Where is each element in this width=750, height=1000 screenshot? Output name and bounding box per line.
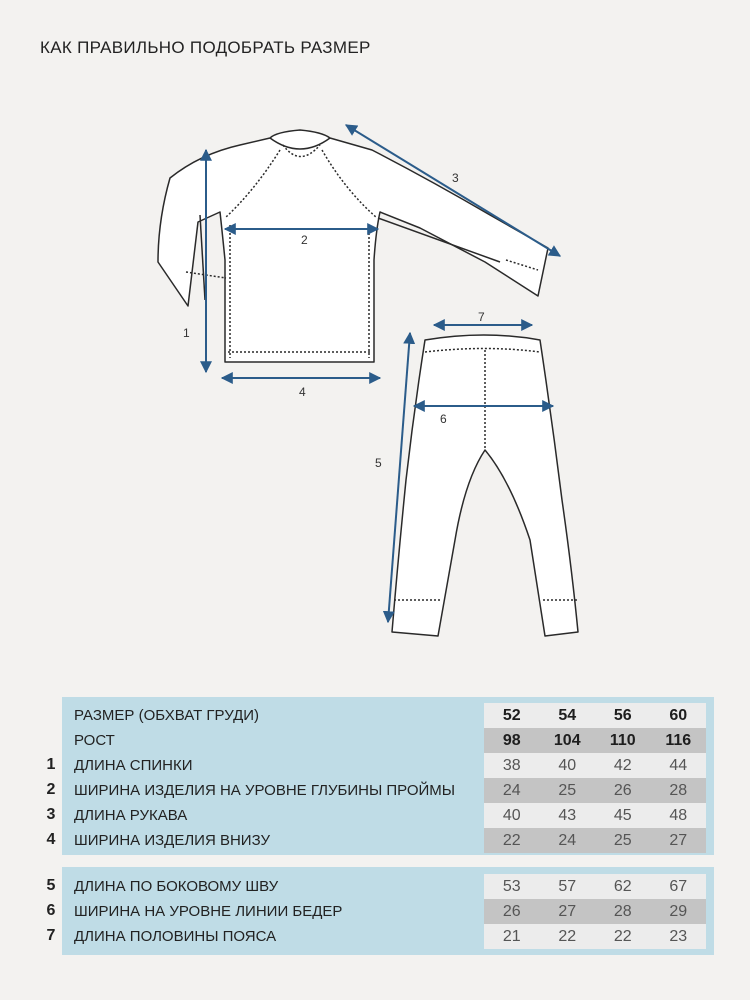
- cell-value: 28: [669, 782, 688, 799]
- row-label: РОСТ: [74, 732, 115, 749]
- cell-value: 22: [613, 928, 632, 945]
- cell-value: 62: [613, 878, 632, 895]
- cell-value: 21: [502, 928, 521, 945]
- cell-value: 22: [558, 928, 577, 945]
- pants-illustration: [392, 335, 578, 636]
- row-values: [484, 778, 706, 803]
- cell-value: 40: [502, 807, 521, 824]
- table-row: [62, 753, 714, 778]
- row-values: [484, 899, 706, 924]
- cell-value: 24: [558, 832, 577, 849]
- cell-value: 25: [613, 832, 632, 849]
- dim-label-7: 7: [478, 310, 485, 324]
- row-number: 3: [46, 806, 56, 823]
- cell-value: 29: [669, 903, 688, 920]
- row-label: РАЗМЕР (ОБХВАТ ГРУДИ): [74, 707, 260, 724]
- table-row: [62, 803, 714, 828]
- row-label: ДЛИНА СПИНКИ: [74, 757, 193, 774]
- cell-value: 28: [613, 903, 632, 920]
- cell-value: 67: [669, 878, 688, 895]
- cell-value: 56: [613, 707, 632, 724]
- table-row: [62, 899, 714, 924]
- dim-label-3: 3: [452, 171, 459, 185]
- shirt-illustration: [158, 130, 548, 362]
- row-label: ШИРИНА НА УРОВНЕ ЛИНИИ БЕДЕР: [74, 903, 343, 920]
- row-number: 1: [46, 756, 56, 773]
- cell-value: 57: [558, 878, 577, 895]
- cell-value: 38: [502, 757, 521, 774]
- table-row: [62, 778, 714, 803]
- cell-value: 52: [502, 707, 521, 724]
- dim-label-6: 6: [440, 412, 447, 426]
- row-number: 4: [46, 831, 56, 848]
- cell-value: 42: [613, 757, 632, 774]
- row-number: 5: [46, 877, 56, 894]
- row-values: [484, 924, 706, 949]
- row-label: ШИРИНА ИЗДЕЛИЯ НА УРОВНЕ ГЛУБИНЫ ПРОЙМЫ: [74, 782, 456, 799]
- cell-value: 25: [558, 782, 577, 799]
- table-row: [62, 703, 714, 728]
- table-row: [62, 874, 714, 899]
- cell-value: 45: [613, 807, 632, 824]
- cell-value: 22: [502, 832, 521, 849]
- row-number: 6: [46, 902, 56, 919]
- dim-label-5: 5: [375, 456, 382, 470]
- row-values: [484, 703, 706, 728]
- cell-value: 43: [558, 807, 577, 824]
- cell-value: 54: [558, 707, 577, 724]
- cell-value: 27: [669, 832, 688, 849]
- row-values: [484, 753, 706, 778]
- row-values: [484, 828, 706, 853]
- table-row: [62, 828, 714, 853]
- page-title: КАК ПРАВИЛЬНО ПОДОБРАТЬ РАЗМЕР: [40, 38, 371, 57]
- cell-value: 53: [502, 878, 521, 895]
- cell-value: 116: [665, 732, 692, 749]
- cell-value: 24: [502, 782, 521, 799]
- row-values: [484, 874, 706, 899]
- dim-label-4: 4: [299, 385, 306, 399]
- table-row: [62, 924, 714, 949]
- row-number: 2: [46, 781, 56, 798]
- cell-value: 44: [669, 757, 688, 774]
- row-label: ДЛИНА ПО БОКОВОМУ ШВУ: [74, 878, 279, 895]
- cell-value: 48: [669, 807, 688, 824]
- dim-label-1: 1: [183, 326, 190, 340]
- cell-value: 104: [553, 732, 581, 749]
- row-number: 7: [46, 927, 56, 944]
- row-label: ДЛИНА РУКАВА: [74, 807, 188, 824]
- cell-value: 40: [558, 757, 577, 774]
- row-label: ШИРИНА ИЗДЕЛИЯ ВНИЗУ: [74, 832, 270, 849]
- size-table-bottom: [62, 867, 714, 955]
- cell-value: 60: [669, 707, 688, 724]
- row-values: [484, 803, 706, 828]
- row-label: ДЛИНА ПОЛОВИНЫ ПОЯСА: [74, 928, 277, 945]
- cell-value: 98: [502, 732, 521, 749]
- size-table-top: [62, 697, 714, 855]
- cell-value: 27: [558, 903, 577, 920]
- table-row: [62, 728, 714, 753]
- cell-value: 110: [609, 732, 636, 749]
- cell-value: 26: [502, 903, 521, 920]
- dim-label-2: 2: [301, 233, 308, 247]
- row-values: [484, 728, 706, 753]
- cell-value: 26: [613, 782, 632, 799]
- cell-value: 23: [669, 928, 688, 945]
